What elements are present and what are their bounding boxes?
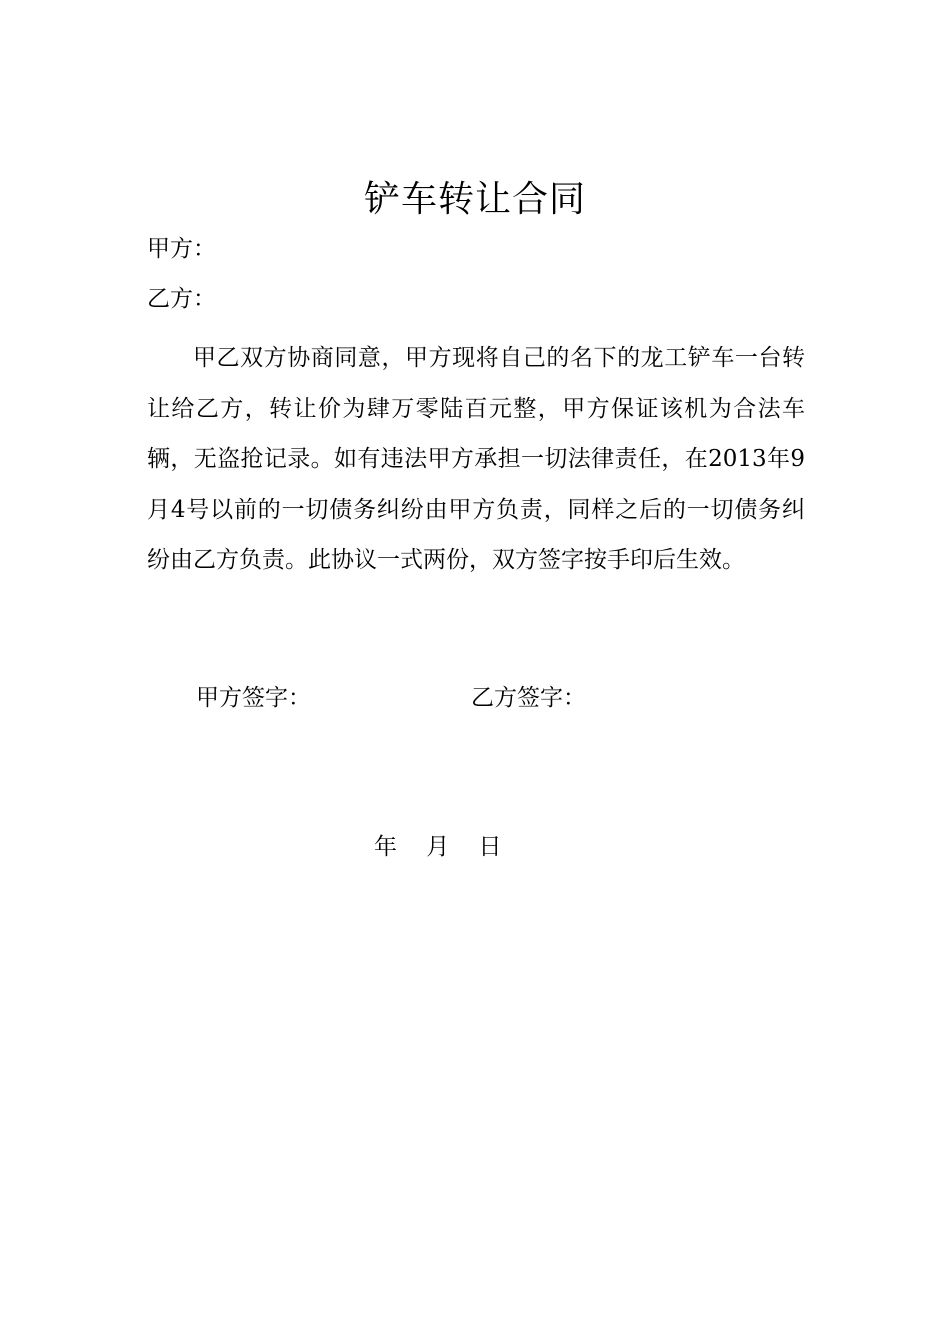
party-a-signature-label: 甲方签字： — [196, 685, 311, 711]
party-b-signature-label: 乙方签字： — [471, 685, 586, 711]
party-a-label: 甲方： — [147, 236, 216, 262]
party-b-label: 乙方： — [147, 286, 216, 312]
document-title: 铲车转让合同 — [363, 179, 586, 220]
contract-body-paragraph: 甲乙双方协商同意，甲方现将自己的名下的龙工铲车一台转让给乙方，转让价为肆万零陆百元整，甲方保证该机为合法车辆，无盗抢记录。如有违法甲方承担一切法律责任，在2013年9月4号以前的一切债务纠纷由甲方负责，同样之后的一切债务纠纷由乙方负责。此协议一式两份，双方签字按手印后生效。 — [147, 345, 805, 573]
date-line: 年 月 日 — [374, 834, 502, 860]
